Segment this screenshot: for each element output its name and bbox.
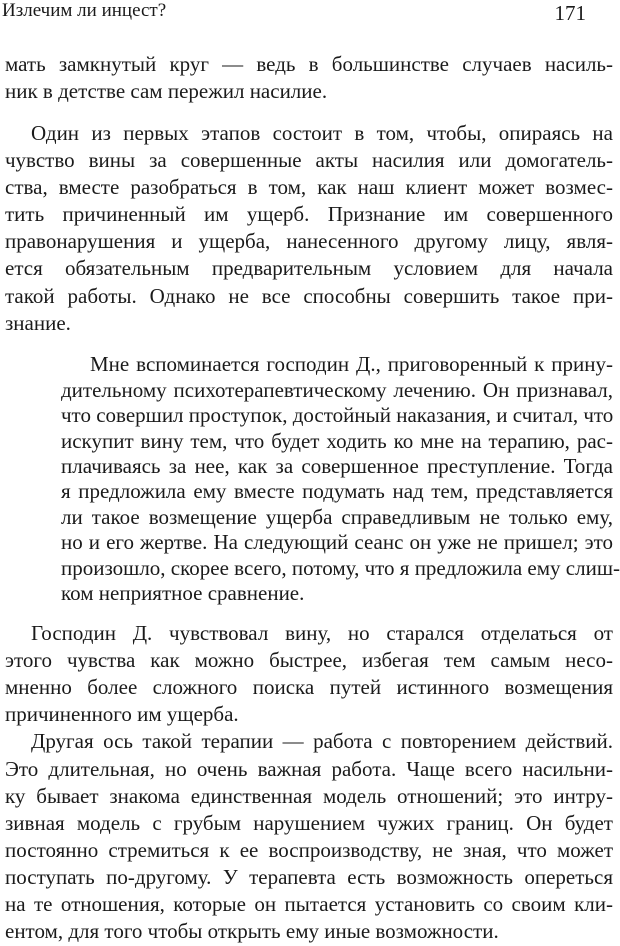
case-example-line-8: но и его жертве. На следующий сеанс он уже не пришел; это (61, 530, 613, 555)
case-example-line-6: я предложила ему вместе подумать над тем, представляется (61, 479, 613, 504)
running-head: Излечим ли инцест? (2, 0, 167, 21)
paragraph-2-line-7: такой работы. Однако не все способны совершить такое при- (5, 283, 613, 308)
paragraph-4-line-7: на те отношения, которые он пытается установить со своим кли- (5, 892, 613, 917)
paragraph-4-line-6: поступать по-другому. У терапевта есть возможность опереться (5, 865, 613, 890)
paragraph-4-line-5: постоянно стремиться к ее воспроизводству, не зная, что может (5, 837, 613, 862)
paragraph-2-line-4: тить причиненный им ущерб. Признание им совершенного (5, 202, 613, 227)
case-example-line-1: Мне вспоминается господин Д., приговоренный к прину- (90, 352, 613, 377)
case-example-line-2: дительному психотерапевтическому лечению. Он признавал, (61, 377, 613, 402)
paragraph-4-line-2: Это длительная, но очень важная работа. Чаще всего насильни- (5, 756, 613, 781)
case-example-line-9: произошло, скорее всего, потому, что я предложила ему слиш- (61, 555, 620, 580)
case-example-line-5: плачиваясь за нее, как за совершенное преступление. Тогда (61, 454, 613, 478)
paragraph-3-line-3: мненно более сложного поиска путей истинного возмещения (5, 675, 613, 700)
paragraph-2-line-5: правонарушения и ущерба, нанесенного другому лицу, явля- (5, 229, 613, 254)
paragraph-1-line-2: ник в детстве сам пережил насилие. (5, 79, 328, 104)
paragraph-2-line-6: ется обязательным предварительным условием для начала (5, 256, 613, 281)
case-example-line-4: искупит вину тем, что будет ходить ко мне на терапию, рас- (61, 428, 613, 453)
paragraph-4-line-1: Другая ось такой терапии — работа с повторением действий. (31, 729, 613, 754)
page-number: 171 (554, 1, 586, 25)
paragraph-3-line-2: этого чувства как можно быстрее, избегая тем самым несо- (5, 648, 613, 673)
paragraph-2-line-2: чувство вины за совершенные акты насилия или домогатель- (5, 147, 613, 172)
paragraph-3-line-4: причиненного им ущерба. (5, 702, 239, 727)
paragraph-1-line-1: мать замкнутый круг — ведь в большинстве случаев насиль- (5, 52, 613, 76)
case-example-line-10: ком неприятное сравнение. (61, 580, 305, 605)
paragraph-2-line-3: ства, вместе разобраться в том, как наш клиент может возмес- (5, 175, 613, 200)
paragraph-3-line-1: Господин Д. чувствовал вину, но старался отделаться от (31, 620, 613, 645)
case-example-line-7: ли такое возмещение ущерба справедливым не только ему, (61, 504, 613, 529)
paragraph-2-line-1: Один из первых этапов состоит в том, чтобы, опираясь на (31, 120, 613, 145)
paragraph-4-line-8: ентом, для того чтобы открыть ему иные возможности. (5, 919, 499, 944)
paragraph-4-line-4: зивная модель с грубым нарушением чужих границ. Он будет (5, 810, 613, 835)
paragraph-4-line-3: ку бывает знакома единственная модель отношений; это интру- (5, 783, 613, 808)
paragraph-2-line-8: знание. (5, 310, 71, 335)
case-example-line-3: что совершил проступок, достойный наказания, и считал, что (61, 403, 614, 428)
